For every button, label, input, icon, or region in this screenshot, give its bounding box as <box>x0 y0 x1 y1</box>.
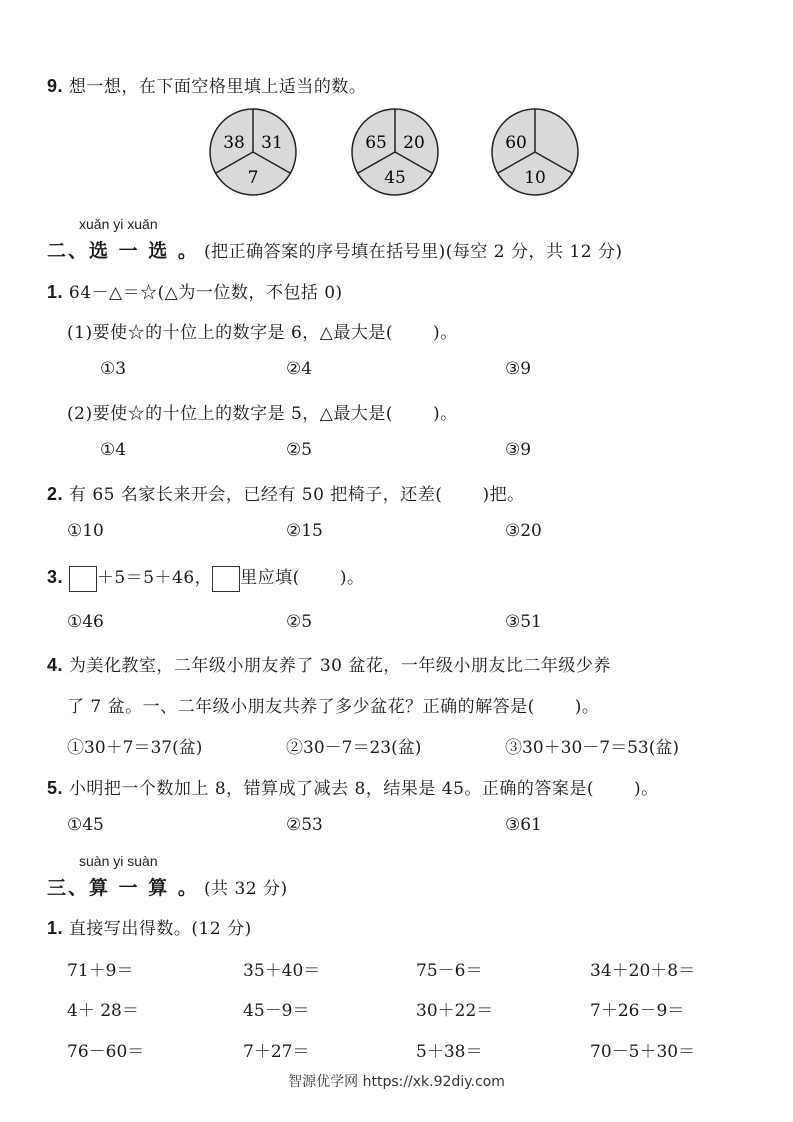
question-9 <box>47 72 366 97</box>
sub-question-end: )。 <box>433 323 458 343</box>
option-3[interactable]: ③51 <box>505 612 542 632</box>
calc-item[interactable]: 5＋38＝ <box>416 1042 483 1062</box>
question-text: 想一想，在下面空格里填上适当的数。 <box>68 77 367 97</box>
question-end: )。 <box>574 697 600 717</box>
option-1[interactable]: ①3 <box>100 359 127 379</box>
option-3[interactable]: ③30＋30－7＝53(盆) <box>505 738 679 758</box>
option-1[interactable]: ①4 <box>100 440 127 460</box>
option-1[interactable]: ①46 <box>67 612 104 632</box>
calc-item[interactable]: 70－5＋30＝ <box>590 1042 696 1062</box>
question-text: 64－△＝☆(△为一位数，不包括 0) <box>68 283 343 303</box>
calc-item[interactable]: 4＋ 28＝ <box>67 1001 139 1021</box>
option-2[interactable]: ②30－7＝23(盆) <box>286 738 422 758</box>
section-2-note: (把正确答案的序号填在括号里)(每空 2 分，共 12 分) <box>203 242 623 262</box>
option-1[interactable]: ①10 <box>67 521 104 541</box>
wheel-top-right-value: 20 <box>403 133 425 153</box>
sub-question-text: (1)要使☆的十位上的数字是 6，△最大是( <box>67 323 394 343</box>
option-2[interactable]: ②53 <box>286 815 323 835</box>
calc-item[interactable]: 71＋9＝ <box>67 961 134 981</box>
section-3-header <box>47 873 288 900</box>
calc-item[interactable]: 7＋27＝ <box>243 1042 310 1062</box>
question-number: 1. <box>47 282 64 302</box>
section-3-pinyin: suàn yi suàn <box>79 853 158 869</box>
question-end: )把。 <box>482 485 525 505</box>
s2-question-1 <box>47 278 343 303</box>
question-end: )。 <box>339 568 365 588</box>
question-text: 直接写出得数。 <box>68 919 192 939</box>
section-3-note: (共 32 分) <box>203 879 288 899</box>
sub-question-end: )。 <box>433 404 458 424</box>
question-text-line-2: 了 7 盆。一、二年级小朋友共养了多少盆花？正确的解答是( <box>67 697 535 717</box>
s2-question-2 <box>47 480 525 505</box>
blank-box-reference <box>212 566 240 592</box>
question-number: 9. <box>47 76 64 96</box>
number-wheels <box>200 105 600 200</box>
option-2[interactable]: ②4 <box>286 359 313 379</box>
s2-question-4-line-2 <box>67 692 599 717</box>
question-number: 2. <box>47 484 64 504</box>
question-text-line-1: 为美化教室，二年级小朋友养了 30 盆花，一年级小朋友比二年级少养 <box>68 656 611 676</box>
s2-question-1-sub-1 <box>67 318 458 343</box>
number-wheel-2 <box>352 109 438 195</box>
s2-question-1-sub-2 <box>67 399 458 424</box>
question-text: 小明把一个数加上 8，错算成了减去 8，结果是 45。正确的答案是( <box>68 779 595 799</box>
section-2-pinyin: xuǎn yi xuǎn <box>79 216 158 232</box>
calc-item[interactable]: 7＋26－9＝ <box>590 1001 685 1021</box>
question-number: 5. <box>47 778 64 798</box>
option-1[interactable]: ①30＋7＝37(盆) <box>67 738 203 758</box>
number-wheel-3 <box>492 109 578 195</box>
number-wheel-1 <box>210 109 296 195</box>
calc-item[interactable]: 45－9＝ <box>243 1001 310 1021</box>
option-3[interactable]: ③9 <box>505 359 532 379</box>
section-3-title: 三、算 一 算 。 <box>47 877 199 899</box>
question-text: 里应填( <box>240 568 300 588</box>
blank-box[interactable] <box>69 566 97 592</box>
s2-question-3 <box>47 563 364 592</box>
s2-question-4 <box>47 651 611 676</box>
option-2[interactable]: ②5 <box>286 440 313 460</box>
wheel-bottom-value: 10 <box>524 168 546 188</box>
sub-question-text: (2)要使☆的十位上的数字是 5，△最大是( <box>67 404 394 424</box>
s2-question-5 <box>47 774 659 799</box>
option-1[interactable]: ①45 <box>67 815 104 835</box>
calc-item[interactable]: 35＋40＝ <box>243 961 321 981</box>
calc-item[interactable]: 30＋22＝ <box>416 1001 494 1021</box>
calc-item[interactable]: 75－6＝ <box>416 961 483 981</box>
option-2[interactable]: ②5 <box>286 612 313 632</box>
section-2-header <box>47 236 623 263</box>
question-end: )。 <box>634 779 659 799</box>
footer-watermark: 智源优学网 https://xk.92diy.com <box>288 1074 505 1090</box>
s3-question-1 <box>47 914 252 939</box>
option-2[interactable]: ②15 <box>286 521 323 541</box>
question-score: (12 分) <box>191 919 252 939</box>
wheel-top-right-value: 31 <box>261 133 283 153</box>
question-number: 3. <box>47 567 64 587</box>
section-2-title: 二、选 一 选 。 <box>47 240 199 262</box>
wheel-top-left-value: 65 <box>365 133 387 153</box>
option-3[interactable]: ③61 <box>505 815 542 835</box>
question-number: 4. <box>47 655 64 675</box>
equation-text: ＋5＝5＋46， <box>96 568 213 588</box>
question-number: 1. <box>47 918 64 938</box>
wheel-top-left-value: 60 <box>505 133 527 153</box>
option-3[interactable]: ③9 <box>505 440 532 460</box>
wheel-bottom-value: 7 <box>247 168 259 188</box>
calc-item[interactable]: 34＋20＋8＝ <box>590 961 696 981</box>
wheel-top-left-value: 38 <box>223 133 245 153</box>
question-text: 有 65 名家长来开会，已经有 50 把椅子，还差( <box>68 485 443 505</box>
calc-item[interactable]: 76－60＝ <box>67 1042 145 1062</box>
wheel-bottom-value: 45 <box>384 168 406 188</box>
option-3[interactable]: ③20 <box>505 521 542 541</box>
